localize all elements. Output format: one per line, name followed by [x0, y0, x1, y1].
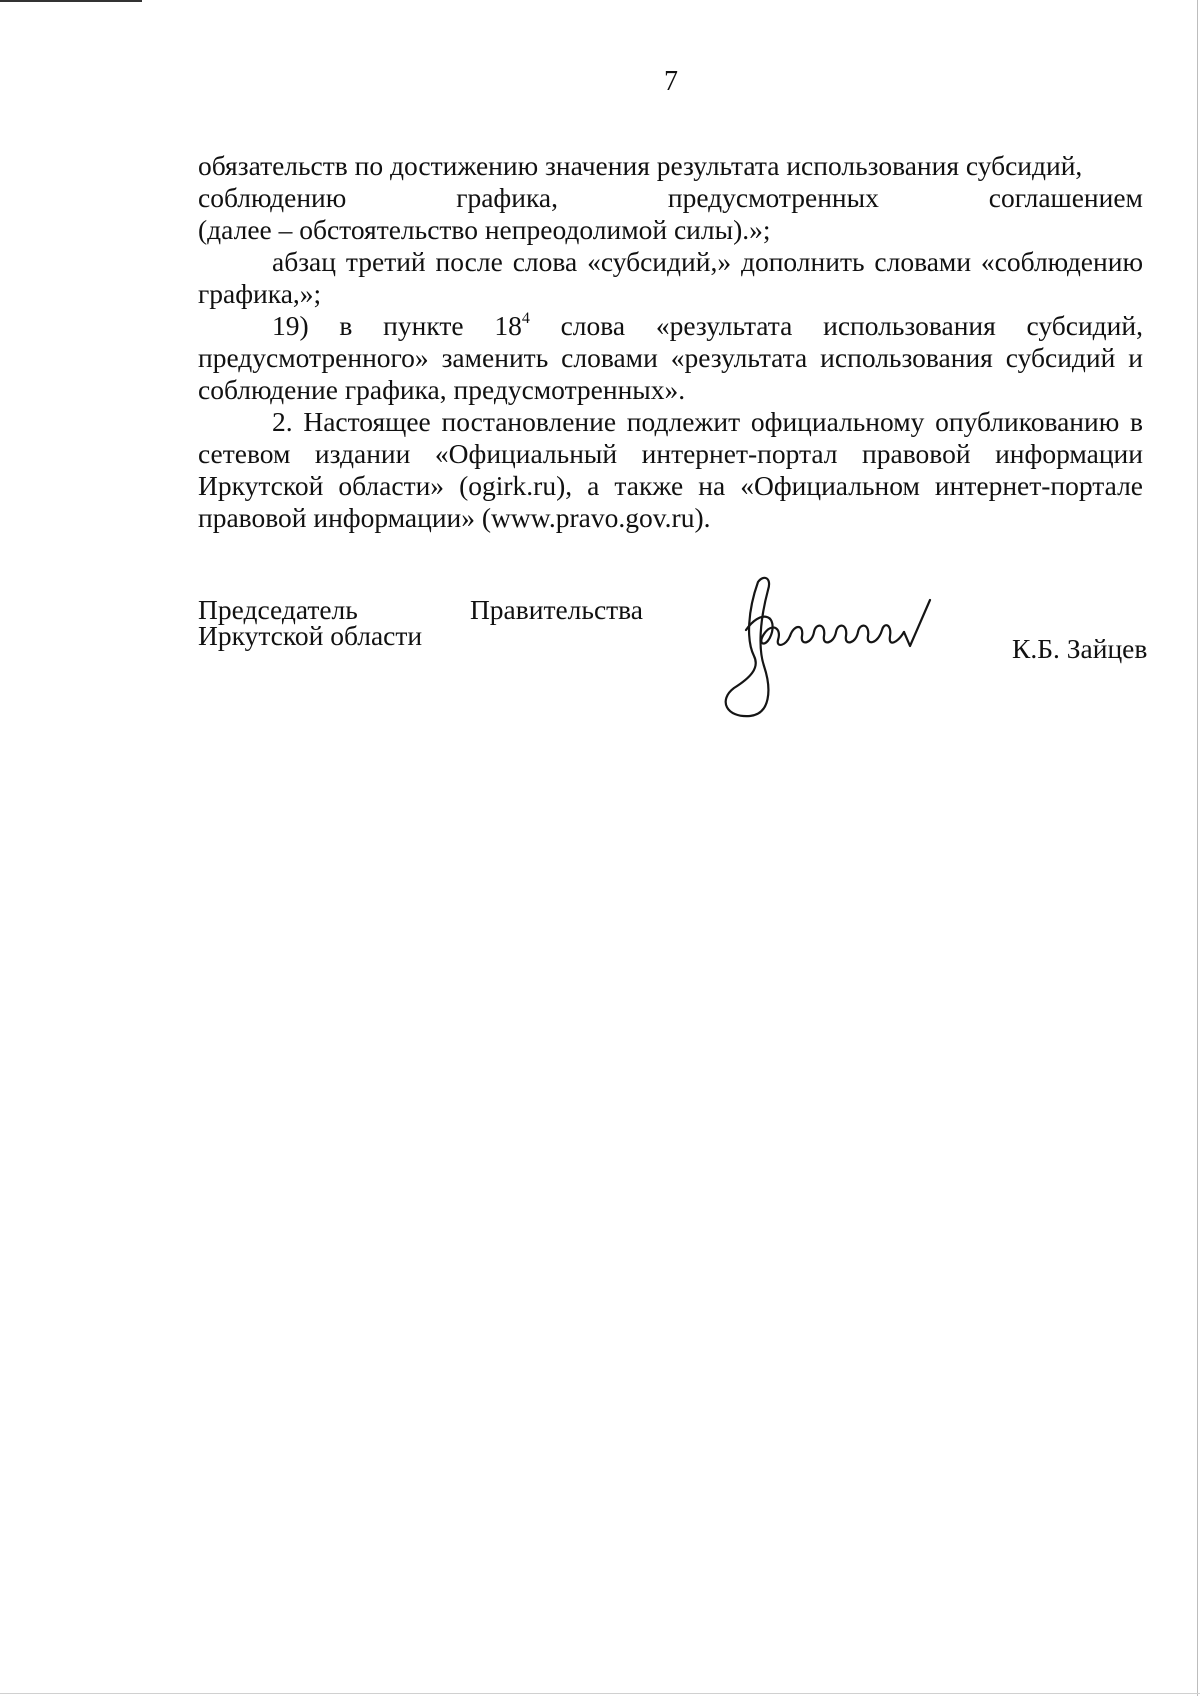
paragraph-amendment-abzac: абзац третий после слова «субсидий,» дополнить словами «соблюдению графика,»; — [198, 246, 1143, 309]
superscript: 4 — [521, 310, 530, 327]
paragraph-text: 19) в пункте 18 — [272, 310, 522, 341]
document-body — [198, 150, 1143, 534]
scan-artifact-bottom-edge — [0, 1693, 1200, 1694]
word: предусмотренных — [667, 182, 879, 213]
page-number: 7 — [664, 66, 678, 97]
word: графика, — [456, 182, 558, 213]
paragraph-line: (далее – обстоятельство непреодолимой силы).»; — [198, 214, 771, 245]
signatory-title-line-2: Иркутской области — [198, 620, 423, 651]
signer-name: К.Б. Зайцев — [1012, 633, 1148, 664]
paragraph-continuation — [198, 150, 1143, 246]
paragraph-amendment-19 — [198, 310, 1143, 406]
paragraph-publication: 2. Настоящее постановление подлежит официальному опубликованию в сетевом издании «Официальный интернет-портал правовой информации Иркутской области» (ogirk.ru), а также на «Официальном интернет-портале правовой информации» (www.pravo.gov.ru). — [198, 406, 1143, 533]
paragraph-text: слова «результата использования субсидий, предусмотренного» заменить словами «результата использования субсидий и соблюдение графика, предусмотренных». — [198, 310, 1143, 405]
signatory-title-word: Председатель — [198, 594, 358, 625]
handwritten-signature — [720, 570, 960, 720]
paragraph-line-justified — [198, 182, 1143, 214]
scan-artifact-top-line — [0, 0, 142, 2]
signatory-title-word: Правительства — [469, 594, 643, 625]
word: соглашением — [988, 182, 1143, 213]
signatory-title — [198, 594, 643, 651]
scan-artifact-right-edge — [1197, 0, 1198, 1696]
paragraph-line: обязательств по достижению значения результата использования субсидий, — [198, 150, 1083, 181]
word: соблюдению — [198, 182, 347, 213]
